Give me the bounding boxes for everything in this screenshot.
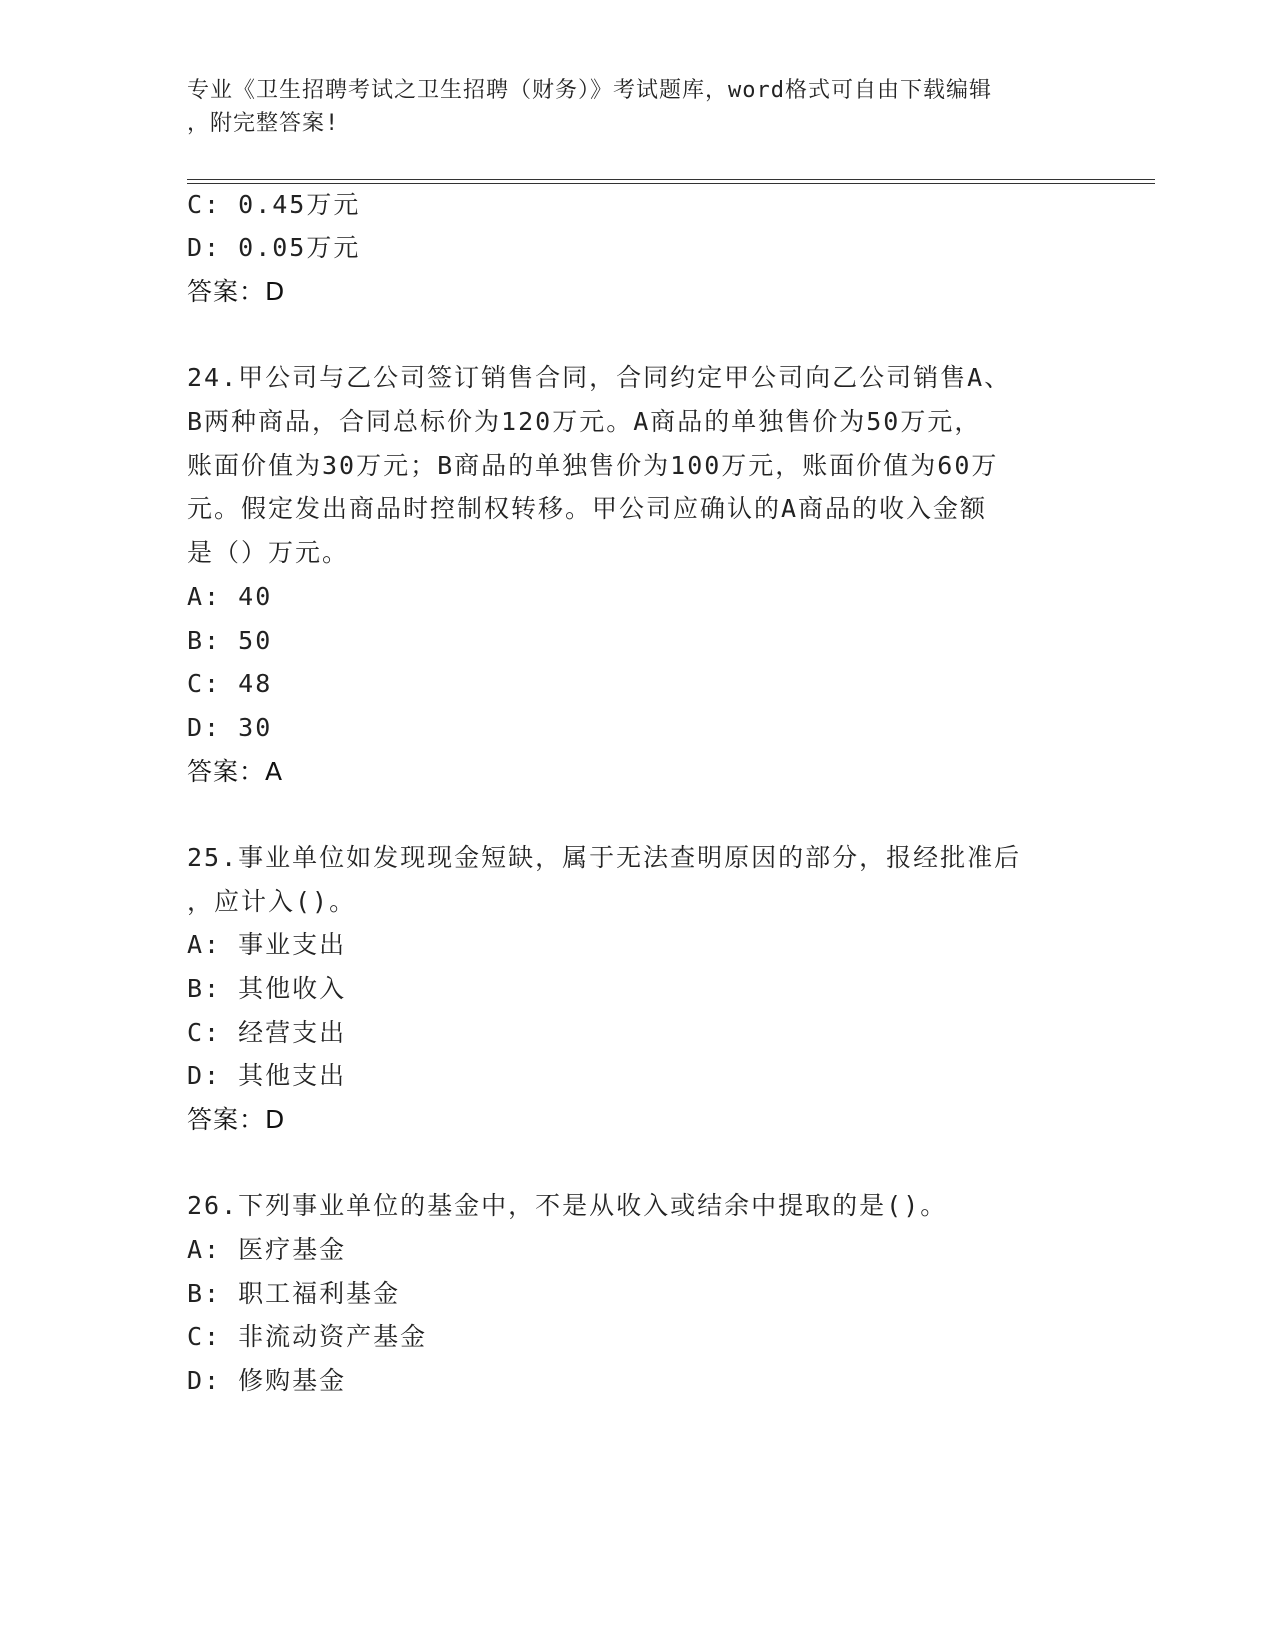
q24-stem-line-5: 是（）万元。	[187, 538, 350, 567]
q24-option-b: B: 50	[187, 626, 273, 655]
header-line-1: 专业《卫生招聘考试之卫生招聘（财务）》考试题库，word格式可自由下载编辑	[187, 78, 992, 103]
q24-stem-line-3: 账面价值为30万元；B商品的单独售价为100万元，账面价值为60万	[187, 451, 999, 480]
prev-answer: 答案：D	[187, 277, 286, 306]
q24-stem-line-1: 24.甲公司与乙公司签订销售合同，合同约定甲公司向乙公司销售A、	[187, 363, 1012, 392]
document-header	[187, 74, 1067, 140]
q25-option-a: A: 事业支出	[187, 930, 347, 959]
q26-option-d: D: 修购基金	[187, 1366, 347, 1395]
q24-stem-line-4: 元。假定发出商品时控制权转移。甲公司应确认的A商品的收入金额	[187, 494, 988, 523]
q24-option-d: D: 30	[187, 713, 273, 742]
header-divider-top	[187, 179, 1155, 180]
q26-stem-line-1: 26.下列事业单位的基金中，不是从收入或结余中提取的是()。	[187, 1191, 948, 1220]
header-divider-bottom	[187, 183, 1155, 184]
prev-option-c: C: 0.45万元	[187, 190, 361, 219]
q26-option-b: B: 职工福利基金	[187, 1279, 401, 1308]
prev-option-d: D: 0.05万元	[187, 233, 361, 262]
q25-answer: 答案：D	[187, 1105, 286, 1134]
q24-option-a: A: 40	[187, 582, 273, 611]
q25-stem-line-1: 25.事业单位如发现现金短缺，属于无法查明原因的部分，报经批准后	[187, 843, 1022, 872]
q24-option-c: C: 48	[187, 669, 273, 698]
q24-stem-line-2: B两种商品，合同总标价为120万元。A商品的单独售价为50万元，	[187, 407, 982, 436]
q25-option-c: C: 经营支出	[187, 1018, 347, 1047]
q25-option-b: B: 其他收入	[187, 974, 347, 1003]
q24-answer: 答案：A	[187, 757, 284, 786]
q26-option-c: C: 非流动资产基金	[187, 1322, 428, 1351]
q26-option-a: A: 医疗基金	[187, 1235, 347, 1264]
q25-stem-line-2: ，应计入()。	[187, 887, 357, 916]
q25-option-d: D: 其他支出	[187, 1061, 347, 1090]
header-line-2: ，附完整答案!	[187, 111, 340, 136]
